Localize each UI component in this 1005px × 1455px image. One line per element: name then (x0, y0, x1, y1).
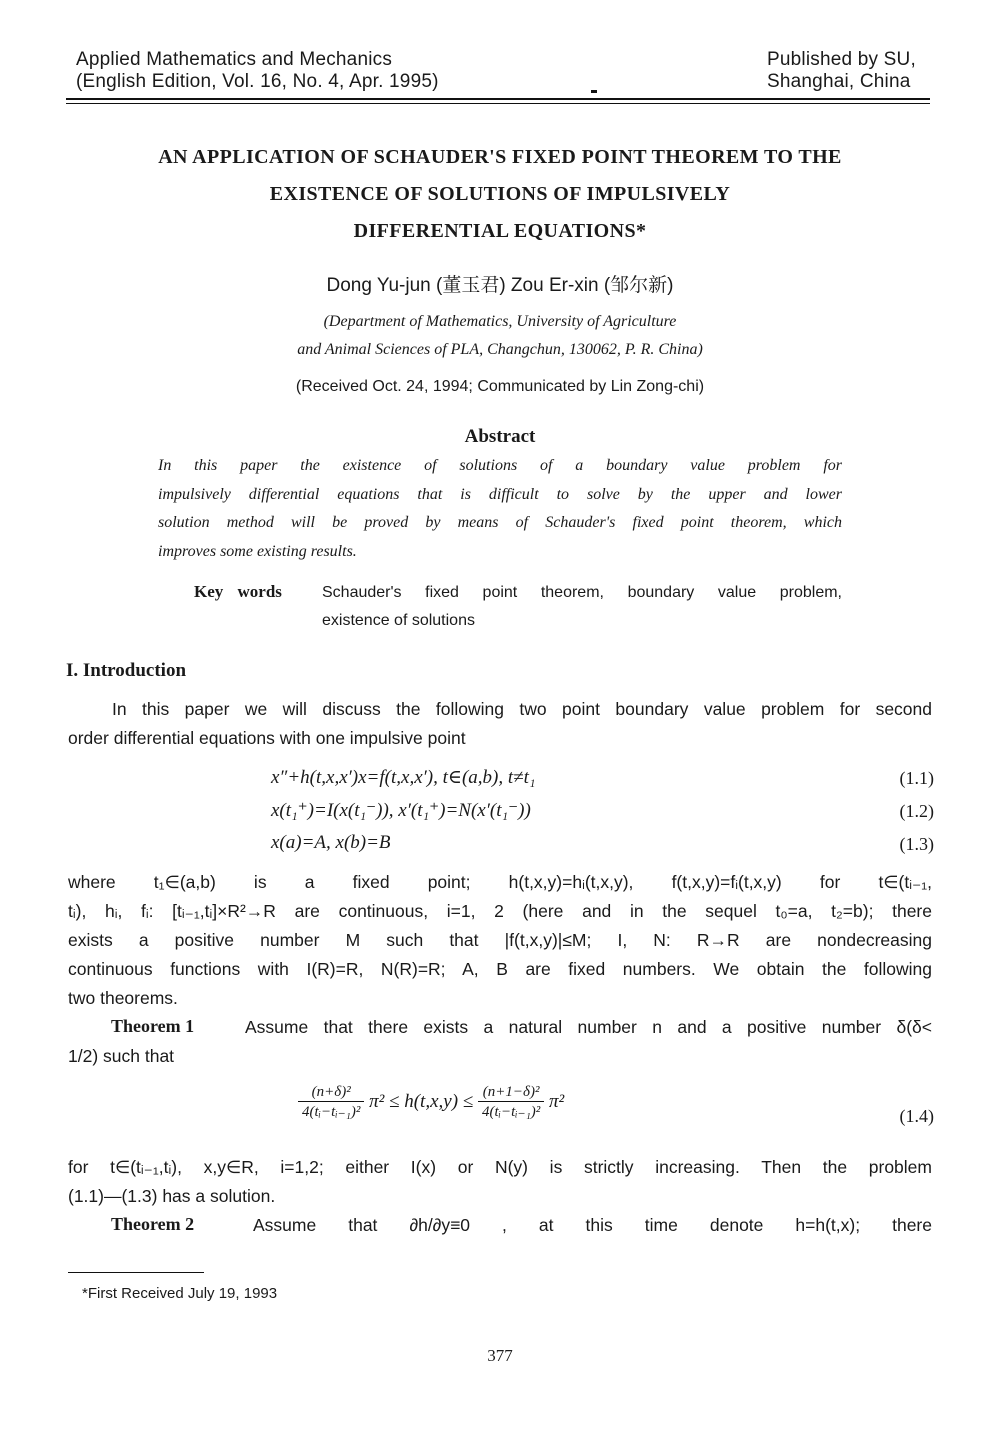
publisher: Published by SU, (767, 49, 916, 70)
keywords-line-2: existence of solutions (322, 612, 475, 629)
equation-number-1-1: (1.1) (899, 768, 934, 788)
theorem-2-label: Theorem 2 (111, 1214, 195, 1234)
footnote: *First Received July 19, 1993 (82, 1285, 278, 1302)
theorem-1-line-2: 1/2) such that (68, 1046, 175, 1066)
equation-1-3: x(a)=A, x(b)=B (271, 832, 391, 853)
affiliation-line-2: and Animal Sciences of PLA, Changchun, 130062, P. R. China) (297, 341, 703, 358)
paragraph-2-line-1: where t₁∈(a,b) is a fixed point; h(t,x,y)=hᵢ(t,x,y), f(t,x,y)=fᵢ(t,x,y) for t∈(tᵢ₋₁, (68, 872, 932, 892)
paragraph-2-line-3: exists a positive number M such that |f(t,x,y)|≤M; I, N: R→R are nondecreasing (68, 930, 932, 950)
equation-number-1-4: (1.4) (899, 1106, 934, 1126)
affiliation-line-1: (Department of Mathematics, University of Agriculture (323, 313, 677, 330)
publisher-location: Shanghai, China (767, 71, 911, 92)
theorem-1-conclusion-line-1: for t∈(tᵢ₋₁,tᵢ), x,y∈R, i=1,2; either I(x) or N(y) is strictly increasing. Then the problem (68, 1157, 932, 1177)
equation-number-1-3: (1.3) (899, 834, 934, 854)
abstract-line-1: In this paper the existence of solutions of a boundary value problem for (158, 457, 842, 474)
paragraph-2-line-2: tᵢ), hᵢ, fᵢ: [tᵢ₋₁,tᵢ]×R²→R are continuous, i=1, 2 (here and in the sequel t₀=a, t₂=b); there (68, 901, 932, 921)
theorem-1-conclusion-line-2: (1.1)—(1.3) has a solution. (68, 1186, 276, 1206)
equation-1-4-middle: π² ≤ h(t,x,y) ≤ (369, 1090, 474, 1112)
paragraph-2-line-5: two theorems. (68, 988, 178, 1008)
keywords-line-1: Schauder's fixed point theorem, boundary value problem, (322, 584, 842, 601)
received-date: (Received Oct. 24, 1994; Communicated by Lin Zong-chi) (295, 378, 705, 395)
section-heading-introduction: I. Introduction (66, 660, 187, 681)
paper-title-line-1: AN APPLICATION OF SCHAUDER'S FIXED POINT THEOREM TO THE (158, 146, 842, 168)
theorem-1-line-1: Assume that there exists a natural number n and a positive number δ(δ< (245, 1017, 932, 1037)
keywords-label: Key words (194, 582, 282, 601)
journal-issue: (English Edition, Vol. 16, No. 4, Apr. 1995) (76, 71, 439, 92)
intro-paragraph-line-1: In this paper we will discuss the following two point boundary value problem for second (112, 699, 932, 719)
abstract-line-3: solution method will be proved by means of Schauder's fixed point theorem, which (158, 514, 842, 531)
equation-1-4-tail: π² (549, 1090, 565, 1112)
right-numerator: (n+1−δ)² (478, 1084, 544, 1102)
journal-name: Applied Mathematics and Mechanics (76, 49, 393, 70)
left-denominator: 4(tᵢ−tᵢ₋₁)² (302, 1104, 361, 1120)
theorem-1-label: Theorem 1 (111, 1016, 195, 1036)
header-rule-thin (66, 103, 930, 104)
scan-mark (591, 90, 597, 93)
header-rule-thick (66, 98, 930, 100)
equation-1-2: x(t₁⁺)=I(x(t₁⁻)), x′(t₁⁺)=N(x′(t₁⁻)) (271, 800, 531, 821)
authors: Dong Yu-jun (董玉君) Zou Er-xin (邹尔新) (326, 275, 674, 296)
intro-paragraph-line-2: order differential equations with one impulsive point (68, 728, 466, 748)
equation-1-4 (298, 1084, 564, 1121)
equation-1-4-right-fraction (478, 1084, 544, 1121)
equation-number-1-2: (1.2) (899, 801, 934, 821)
paragraph-2-line-4: continuous functions with I(R)=R, N(R)=R; A, B are fixed numbers. We obtain the following (68, 959, 932, 979)
equation-1-4-left-fraction (298, 1084, 364, 1121)
equation-1-1: x″+h(t,x,x′)x=f(t,x,x′), t∈(a,b), t≠t₁ (271, 767, 536, 788)
abstract-heading: Abstract (464, 426, 536, 447)
left-numerator: (n+δ)² (298, 1084, 364, 1102)
right-denominator: 4(tᵢ−tᵢ₋₁)² (481, 1104, 541, 1120)
abstract-line-2: impulsively differential equations that is difficult to solve by the upper and lower (158, 486, 842, 503)
paper-title-line-2: EXISTENCE OF SOLUTIONS OF IMPULSIVELY (269, 183, 731, 205)
theorem-2-line-1: Assume that ∂h/∂y≡0 , at this time denote h=h(t,x); there (253, 1215, 932, 1235)
footnote-rule (68, 1272, 204, 1273)
paper-title-line-3: DIFFERENTIAL EQUATIONS* (353, 220, 647, 242)
page-number: 377 (487, 1346, 513, 1365)
abstract-line-4: improves some existing results. (158, 543, 357, 560)
